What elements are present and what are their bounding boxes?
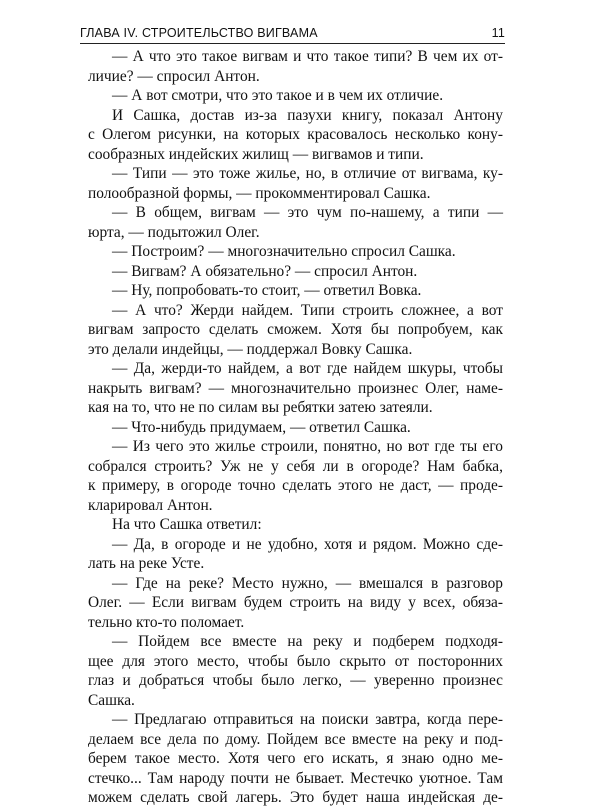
text-line: вигвам запросто сделать сможем. Хотя бы попробуем, как xyxy=(88,321,503,338)
text-line: Олег. — Если вигвам будем строить на виду у всех, обяза- xyxy=(88,594,503,611)
page-number: 11 xyxy=(491,26,505,40)
text-line: — Пойдем все вместе на реку и подберем подходя- xyxy=(112,633,503,650)
text-line: можем сделать свой лагерь. Это будет наша индейская де- xyxy=(88,789,503,806)
text-line: собрался строить? Уж не у себя ли в огороде? Нам бабка, xyxy=(88,457,503,475)
text-line: щее для этого место, чтобы было скрыто от посторонних xyxy=(88,652,503,670)
text-line: На что Сашка ответил: xyxy=(112,516,262,533)
text-line: тельно кто-то поломает. xyxy=(88,613,245,631)
text-line: — Да, в огороде и не удобно, хотя и рядом. Можно сде- xyxy=(112,535,503,553)
text-line: — А вот смотри, что это такое и в чем их отличие. xyxy=(112,87,444,104)
text-line: с Олегом рисунки, на которых красовалось несколько кону- xyxy=(88,126,503,143)
text-line: Сашка. xyxy=(88,691,135,709)
text-line: лать на реке Усте. xyxy=(88,555,205,572)
text-line: — Из чего это жилье строили, понятно, но вот где ты его xyxy=(112,438,503,455)
text-line: — В общем, вигвам — это чум по-нашему, а типи — xyxy=(112,204,503,221)
text-line: сообразных индейских жилищ — вигвамов и типи. xyxy=(88,145,424,163)
text-line: стечко... Там народу почти не бывает. Местечко уютное. Там xyxy=(88,769,503,787)
text-line: — Предлагаю отправиться на поиски завтра, когда пере- xyxy=(112,711,503,728)
text-line: И Сашка, достав из-за пазухи книгу, показал Антону xyxy=(112,106,503,124)
text-line: кларировал Антон. xyxy=(88,496,213,514)
text-line: берем такое место. Хотя чего его искать, я знаю одно ме- xyxy=(88,750,503,767)
text-line: — Вигвам? А обязательно? — спросил Антон. xyxy=(112,262,418,280)
text-line: — Где на реке? Место нужно, — вмешался в разговор xyxy=(112,574,503,592)
text-line: кая на то, что не по силам вы ребятки затею затеяли. xyxy=(88,399,433,416)
text-line: личие? — спросил Антон. xyxy=(88,67,260,85)
text-line: — А что это такое вигвам и что такое типи? В чем их от- xyxy=(112,48,503,65)
text-line: глаз и добраться чтобы было легко, — уверенно произнес xyxy=(88,672,503,689)
text-line: это делали индейцы, — поддержал Вовку Сашка. xyxy=(88,340,413,358)
text-line: — Типи — это тоже жилье, но, в отличие от вигвама, ку- xyxy=(112,165,503,182)
text-line: полообразной формы, — прокомментировал Сашка. xyxy=(88,184,431,202)
text-line: — Да, жерди-то найдем, а вот где найдем шкуры, чтобы xyxy=(112,360,503,377)
text-line: — Ну, попробовать-то стоит, — ответил Вовка. xyxy=(112,282,422,299)
text-line: — Построим? — многозначительно спросил Сашка. xyxy=(112,243,456,260)
body-text xyxy=(88,47,503,808)
header-rule xyxy=(80,43,505,44)
text-line: накрыть вигвам? — многозначительно произнес Олег, наме- xyxy=(88,379,503,397)
text-line: делаем все дела по дому. Пойдем все вместе на реку и под- xyxy=(88,730,503,748)
text-line: к примеру, в огороде точно сделать этого не даст, — проде- xyxy=(88,477,503,494)
text-line: — А что? Жерди найдем. Типи строить сложнее, а вот xyxy=(112,301,503,319)
chapter-title: ГЛАВА IV. СТРОИТЕЛЬСТВО ВИГВАМА xyxy=(80,26,318,40)
text-line: — Что-нибудь придумаем, — ответил Сашка. xyxy=(112,418,411,436)
running-head xyxy=(80,20,505,42)
text-line: юрта, — подытожил Олег. xyxy=(88,223,260,241)
